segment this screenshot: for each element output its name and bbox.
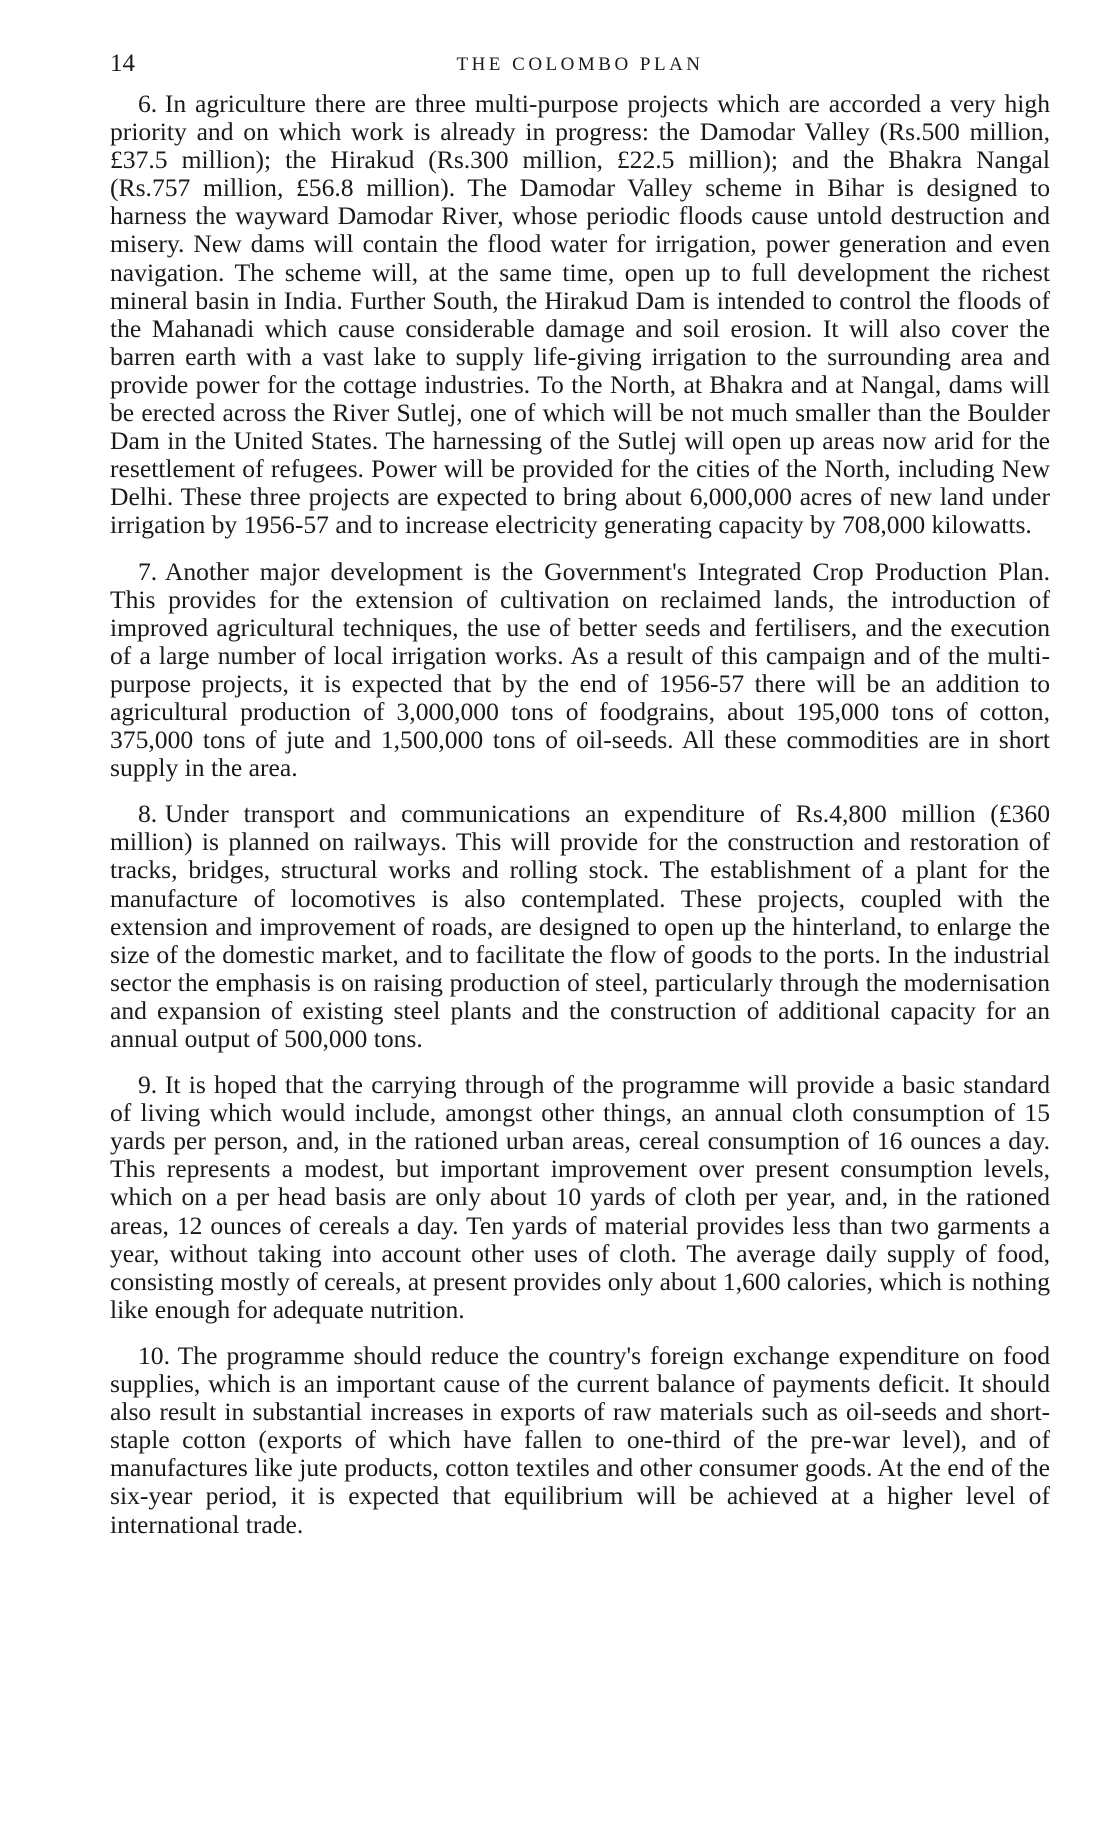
paragraph-7	[110, 558, 1050, 783]
paragraph-10	[110, 1342, 1050, 1539]
paragraph-9	[110, 1071, 1050, 1324]
body-text	[110, 90, 1050, 1539]
paragraph-text: The programme should reduce the country's foreign exchange expenditure on food supplies, which is an important cause of the current balance of payments deficit. It should also result in substantial increases in exports of raw materials such as oil-seeds and short-staple cotton (exports of which have fallen to one-third of the pre-war level), and of manufactures like jute products, cotton textiles and other consumer goods. At the end of the six-year period, it is expected that equilibrium will be achieved at a higher level of international trade.	[110, 1340, 1050, 1539]
paragraph-text: Under transport and communications an expenditure of Rs.4,800 million (£360 million) is planned on railways. This will provide for the construction and restoration of tracks, bridges, structural works and rolling stock. The establishment of a plant for the manufacture of locomotives is also contemplated. These projects, coupled with the extension and improvement of roads, are designed to open up the hinterland, to enlarge the size of the domestic market, and to facilitate the flow of goods to the ports. In the industrial sector the emphasis is on raising production of steel, particularly through the modernisation and expansion of existing steel plants and the construction of additional capacity for an annual output of 500,000 tons.	[110, 799, 1050, 1053]
paragraph-8	[110, 800, 1050, 1053]
paragraph-text: It is hoped that the carrying through of the programme will provide a basic standard of living which would include, amongst other things, an annual cloth consumption of 15 yards per person, and, in the rationed urban areas, cereal consumption of 16 ounces a day. This represents a modest, but important improvement over present consumption levels, which on a per head basis are only about 10 yards of cloth per year, and, in the rationed areas, 12 ounces of cereals a day. Ten yards of material provides less than two garments a year, without taking into account other uses of cloth. The average daily supply of food, consisting mostly of cereals, at present provides only about 1,600 calories, which is nothing like enough for adequate nutrition.	[110, 1070, 1050, 1324]
paragraph-text: Another major development is the Government's Integrated Crop Production Plan. This provides for the extension of cultivation on reclaimed lands, the introduction of improved agricultural techniques, the use of better seeds and fertilisers, and the execution of a large number of local irrigation works. As a result of this campaign and of the multi-purpose projects, it is expected that by the end of 1956-57 there will be an addition to agricultural production of 3,000,000 tons of foodgrains, about 195,000 tons of cotton, 375,000 tons of jute and 1,500,000 tons of oil-seeds. All these commodities are in short supply in the area.	[110, 556, 1050, 783]
paragraph-text: In agriculture there are three multi-purpose projects which are accorded a very high priority and on which work is already in progress: the Damodar Valley (Rs.500 million, £37.5 million); the Hirakud (Rs.300 million, £22.5 million); and the Bhakra Nangal (Rs.757 million, £56.8 million). The Damodar Valley scheme in Bihar is designed to harness the wayward Damodar River, whose periodic floods cause untold destruction and misery. New dams will contain the flood water for irrigation, power generation and even navigation. The scheme will, at the same time, open up to full development the richest mineral basin in India. Further South, the Hirakud Dam is intended to control the floods of the Mahanadi which cause considerable damage and soil erosion. It will also cover the barren earth with a vast lake to supply life-giving irrigation to the surrounding area and provide power for the cottage industries. To the North, at Bhakra and at Nangal, dams will be erected across the River Sutlej, one of which will be not much smaller than the Boulder Dam in the United States. The harnessing of the Sutlej will open up areas now arid for the resettlement of refugees. Power will be provided for the cities of the North, including New Delhi. These three projects are expected to bring about 6,000,000 acres of new land under irrigation by 1956-57 and to increase electricity generating capacity by 708,000 kilowatts.	[110, 89, 1050, 540]
paragraph-number: 8.	[138, 799, 158, 829]
paragraph-number: 10.	[138, 1340, 170, 1370]
paragraph-number: 7.	[138, 556, 158, 586]
running-head	[110, 50, 1050, 90]
page-number: 14	[110, 50, 135, 77]
paragraph-6	[110, 90, 1050, 540]
paragraph-number: 6.	[138, 89, 158, 118]
document-page	[110, 50, 1050, 1539]
running-title: THE COLOMBO PLAN	[456, 54, 704, 75]
paragraph-number: 9.	[138, 1070, 158, 1100]
